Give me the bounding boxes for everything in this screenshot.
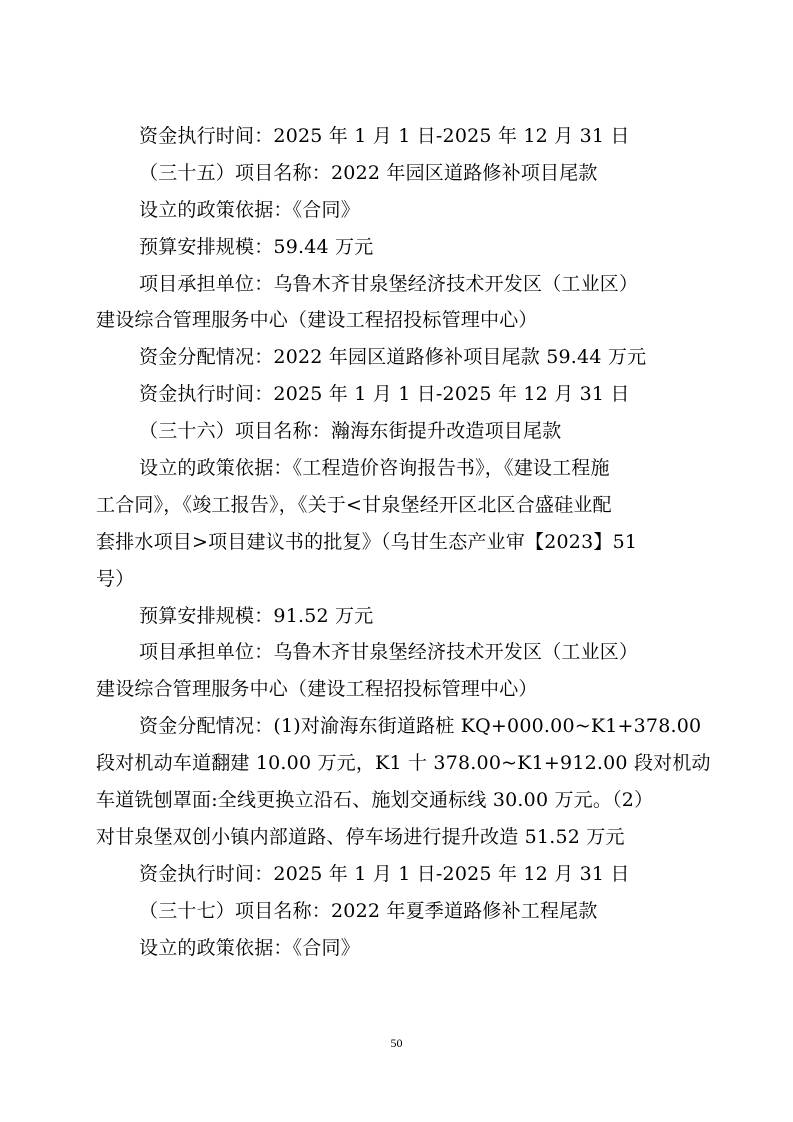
text-line: 段对机动车道翻建 10.00 万元，K1 十 378.00~K1+912.00 段对机动 (96, 752, 711, 775)
text-line: 车道铣刨罩面:全线更换立沿石、施划交通标线 30.00 万元。（2） (96, 789, 654, 812)
text-line: 资金分配情况：2022 年园区道路修补项目尾款 59.44 万元 (139, 346, 647, 369)
document-body (96, 118, 711, 966)
text-line: 资金执行时间：2025 年 1 月 1 日-2025 年 12 月 31 日 (139, 383, 630, 406)
text-line: 资金分配情况：(1)对渝海东街道路桩 KQ+000.00~K1+378.00 (139, 715, 702, 738)
text-line: 设立的政策依据：《合同》 (139, 936, 360, 959)
text-line: 号） (96, 567, 135, 590)
text-line: 建设综合管理服务中心（建设工程招投标管理中心） (96, 678, 538, 701)
text-line: 预算安排规模：91.52 万元 (139, 604, 374, 627)
text-line: 工合同》，《竣工报告》，《关于<甘泉堡经开区北区合盛硅业配 (96, 493, 612, 516)
text-line: 项目承担单位：乌鲁木齐甘泉堡经济技术开发区（工业区） (139, 641, 639, 664)
text-line: （三十五）项目名称：2022 年园区道路修补项目尾款 (139, 161, 598, 184)
text-line: 套排水项目>项目建议书的批复》（乌甘生态产业审【2023】51 (96, 530, 638, 553)
text-line: 预算安排规模：59.44 万元 (139, 235, 374, 258)
text-line: 项目承担单位：乌鲁木齐甘泉堡经济技术开发区（工业区） (139, 272, 639, 295)
text-line: 建设综合管理服务中心（建设工程招投标管理中心） (96, 309, 538, 332)
text-line: 设立的政策依据：《合同》 (139, 198, 360, 221)
text-line: 资金执行时间：2025 年 1 月 1 日-2025 年 12 月 31 日 (139, 125, 630, 147)
text-line: 设立的政策依据：《工程造价咨询报告书》，《建设工程施 (139, 457, 610, 480)
text-line: （三十七）项目名称：2022 年夏季道路修补工程尾款 (139, 899, 598, 922)
text-line: 对甘泉堡双创小镇内部道路、停车场进行提升改造 51.52 万元 (96, 825, 625, 848)
text-line: （三十六）项目名称：瀚海东街提升改造项目尾款 (139, 420, 562, 443)
page-number: 50 (390, 1036, 403, 1050)
text-line: 资金执行时间：2025 年 1 月 1 日-2025 年 12 月 31 日 (139, 862, 630, 885)
